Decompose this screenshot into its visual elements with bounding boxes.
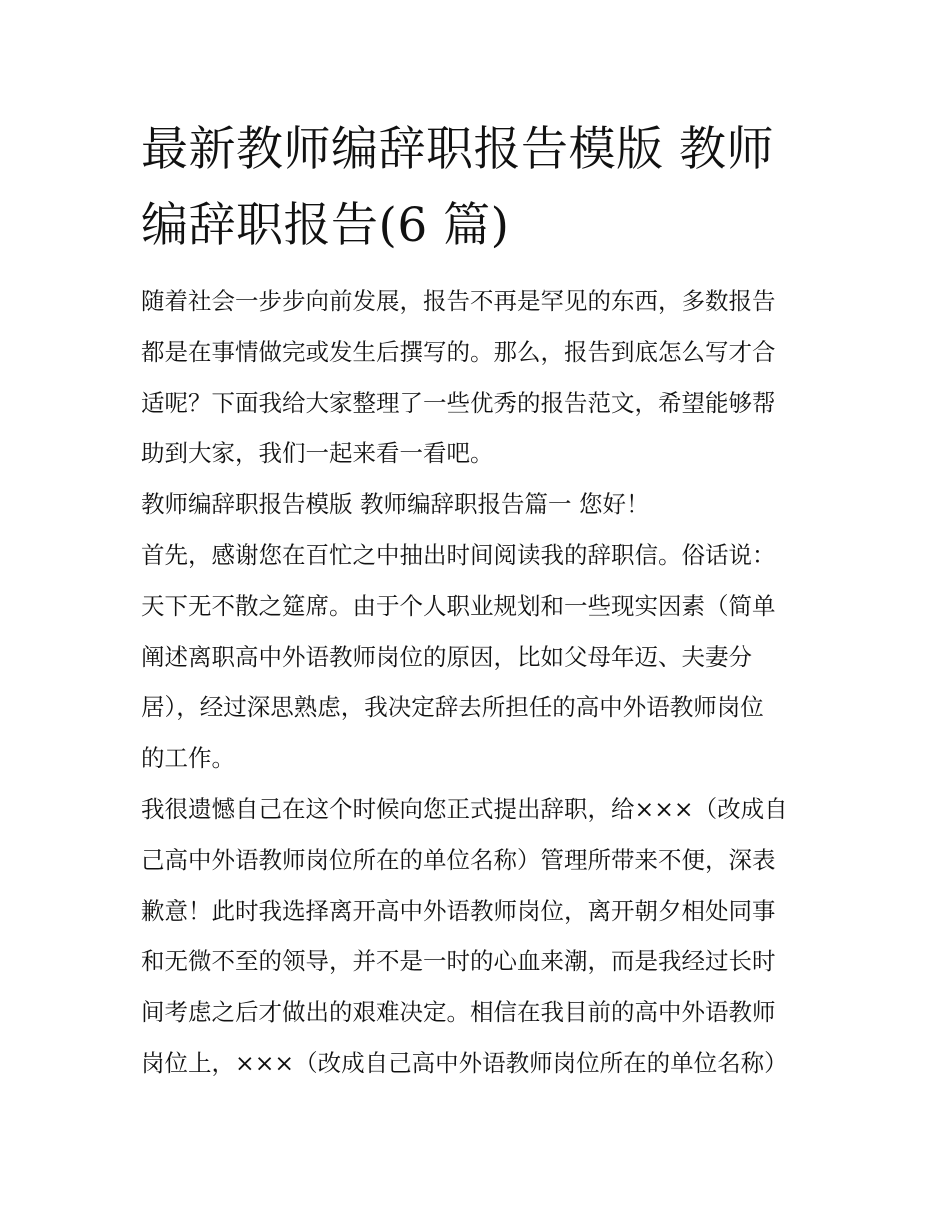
body-line: 的工作。 (141, 744, 235, 773)
title-line: 编辞职报告(6 篇) (141, 198, 510, 253)
body-line: 都是在事情做完或发生后撰写的。那么，报告到底怎么写才合 (141, 337, 776, 366)
body-line: 我很遗憾自己在这个时候向您正式提出辞职，给×××（改成自 (141, 794, 788, 823)
document-body (141, 276, 813, 1089)
body-line: 和无微不至的领导，并不是一时的心血来潮，而是我经过长时 (141, 947, 776, 976)
document-title (141, 112, 813, 264)
title-line: 最新教师编辞职报告模版 教师 (141, 122, 774, 177)
body-line: 随着社会一步步向前发展，报告不再是罕见的东西，多数报告 (141, 287, 776, 315)
body-line: 己高中外语教师岗位所在的单位名称）管理所带来不便，深表 (141, 845, 776, 874)
body-line: 居），经过深思熟虑，我决定辞去所担任的高中外语教师岗位 (141, 693, 764, 722)
section-heading-line: 教师编辞职报告模版 教师编辞职报告篇一 您好！ (141, 490, 650, 519)
body-line: 阐述离职高中外语教师岗位的原因，比如父母年迈、夫妻分 (141, 642, 752, 671)
body-line: 间考虑之后才做出的艰难决定。相信在我目前的高中外语教师 (141, 998, 776, 1027)
body-line: 助到大家，我们一起来看一看吧。 (141, 439, 494, 468)
body-line: 适呢？下面我给大家整理了一些优秀的报告范文，希望能够帮 (141, 388, 776, 417)
document-page (141, 112, 813, 1089)
body-line: 歉意！此时我选择离开高中外语教师岗位，离开朝夕相处同事 (141, 896, 776, 925)
body-line: 岗位上，×××（改成自己高中外语教师岗位所在的单位名称） (141, 1048, 788, 1077)
body-line: 首先，感谢您在百忙之中抽出时间阅读我的辞职信。俗话说： (141, 540, 776, 569)
body-line: 天下无不散之筵席。由于个人职业规划和一些现实因素（简单 (141, 591, 776, 620)
